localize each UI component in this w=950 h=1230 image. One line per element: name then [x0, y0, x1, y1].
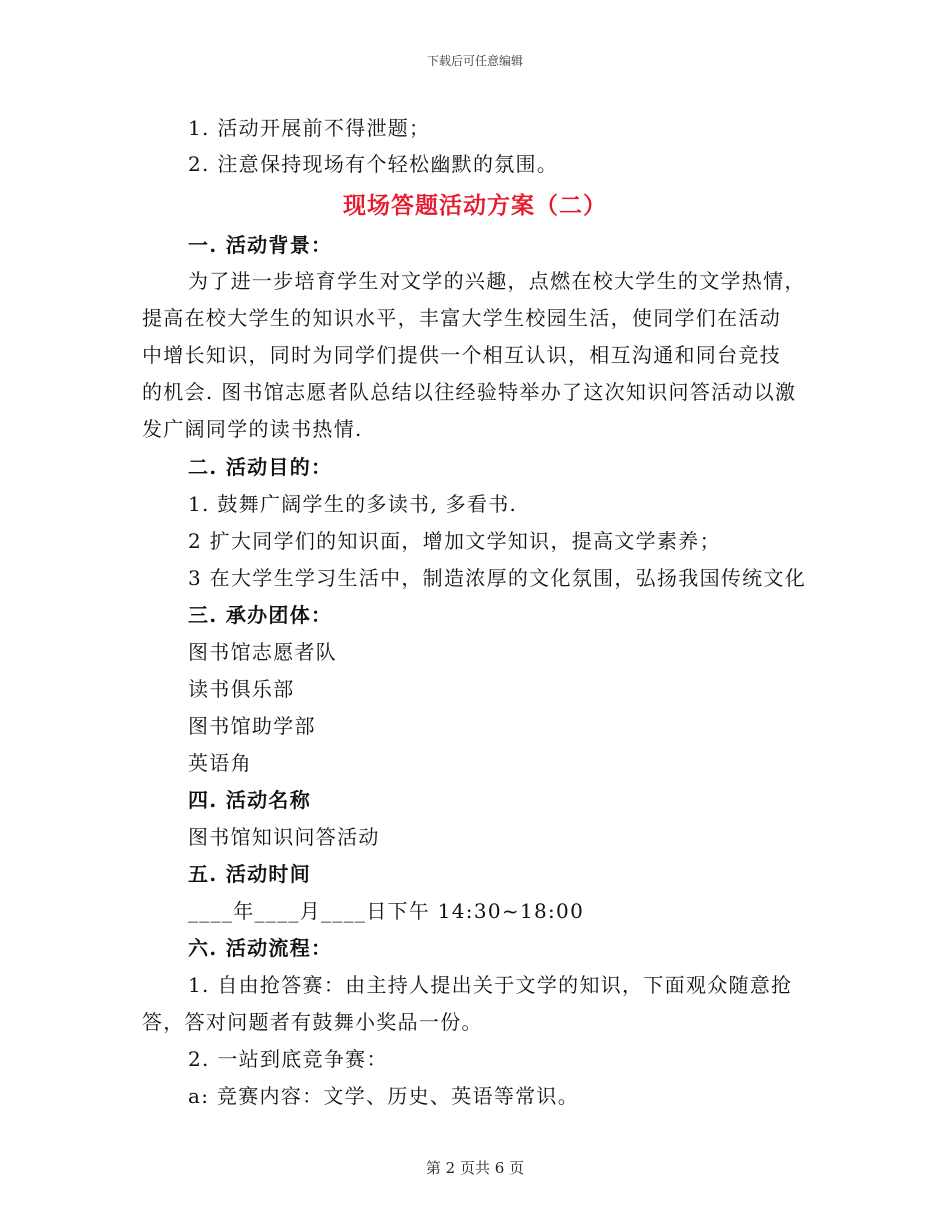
- section5-heading: 五. 活动时间: [188, 862, 312, 886]
- section3-item-4: 英语角: [188, 751, 252, 775]
- section2-heading: 二. 活动目的：: [188, 455, 333, 479]
- page-header: 下载后可任意编辑: [426, 54, 523, 68]
- section1-line-1: 为了进一步培育学生对文学的兴趣，点燃在校大学生的文学热情，: [188, 269, 806, 293]
- section4-text: 图书馆知识问答活动: [188, 825, 380, 849]
- section5-text: ____年____月____日下午 14:30~18:00: [188, 899, 585, 923]
- note-2: 2. 注意保持现场有个轻松幽默的氛围。: [188, 152, 559, 176]
- section3-heading: 三. 承办团体：: [188, 603, 333, 627]
- section1-line-2: 提高在校大学生的知识水平，丰富大学生校园生活，使同学们在活动: [142, 306, 781, 330]
- note-1: 1. 活动开展前不得泄题；: [188, 116, 431, 140]
- section2-item-1: 1. 鼓舞广阔学生的多读书, 多看书.: [188, 492, 518, 516]
- section2-item-3: 3 在大学生学习生活中，制造浓厚的文化氛围，弘扬我国传统文化: [188, 566, 807, 590]
- section6-heading: 六. 活动流程：: [188, 936, 333, 960]
- section2-item-2: 2 扩大同学们的知识面，增加文学知识，提高文学素养；: [188, 529, 721, 553]
- section4-heading: 四. 活动名称: [188, 788, 312, 812]
- section1-line-3: 中增长知识，同时为同学们提供一个相互认识，相互沟通和同台竞技: [142, 343, 781, 367]
- section6-item1-line-2: 答，答对问题者有鼓舞小奖品一份。: [142, 1010, 483, 1034]
- page-footer: 第 2 页共 6 页: [425, 1159, 525, 1177]
- section3-item-3: 图书馆助学部: [188, 714, 316, 738]
- section3-item-1: 图书馆志愿者队: [188, 640, 338, 664]
- section6-item-2a: a: 竞赛内容：文学、历史、英语等常识。: [188, 1084, 580, 1108]
- section3-item-2: 读书俱乐部: [188, 677, 295, 701]
- section1-line-4: 的机会. 图书馆志愿者队总结以往经验特举办了这次知识问答活动以激: [142, 380, 797, 404]
- document-title: 现场答题活动方案（二）: [343, 192, 607, 219]
- section1-heading: 一. 活动背景：: [188, 233, 333, 257]
- section6-item-2: 2. 一站到底竞争赛：: [188, 1047, 388, 1071]
- section6-item1-line-1: 1. 自由抢答赛：由主持人提出关于文学的知识，下面观众随意抢: [188, 973, 793, 997]
- section1-line-5: 发广阔同学的读书热情.: [142, 417, 363, 441]
